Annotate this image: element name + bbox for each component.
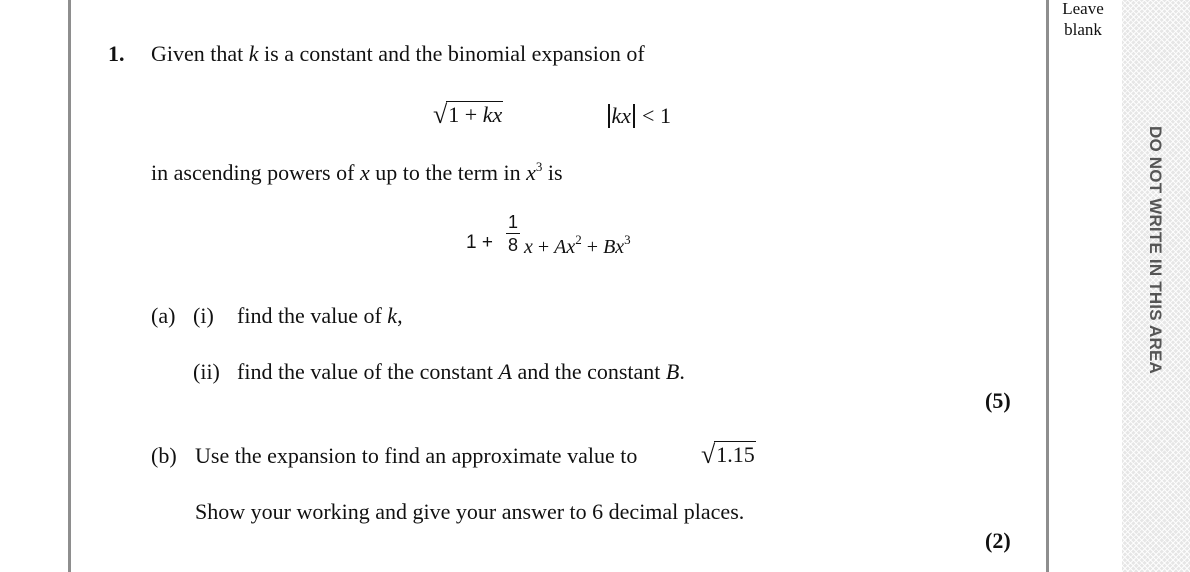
part-b-label: (b) xyxy=(151,443,177,468)
do-not-write-notice: DO NOT WRITE IN THIS AREA xyxy=(1146,125,1165,375)
leave-label: Leave xyxy=(1062,0,1104,18)
fraction-one-eighth: 1 8 xyxy=(507,212,518,255)
part-a-i-text: find the value of k, xyxy=(237,303,403,328)
expansion-lead: 1 + xyxy=(466,232,493,253)
question-intro: Given that k is a constant and the binomial expansion of xyxy=(151,41,645,66)
sqrt-argument: 1 + kx xyxy=(448,102,503,127)
part-b-instruction: Show your working and give your answer to 6 decimal places. xyxy=(195,499,745,524)
sqrt-1-15: √1.15 xyxy=(701,440,755,469)
sqrt-1-15-argument: 1.15 xyxy=(716,442,755,467)
part-a-ii-label: (ii) xyxy=(193,359,220,384)
part-a-label: (a) xyxy=(151,303,176,328)
sqrt-expression: √1 + kx xyxy=(433,100,503,129)
part-a-i-label: (i) xyxy=(193,303,214,328)
question-line-2: in ascending powers of x up to the term in $x^3$ is xyxy=(151,159,563,185)
part-a-marks: (5) xyxy=(985,388,1011,413)
part-b-text: Use the expansion to find an approximate value to xyxy=(195,443,638,468)
condition-inequality: kx < 1 xyxy=(606,104,671,128)
part-b-marks: (2) xyxy=(985,528,1011,553)
left-border-line xyxy=(68,0,71,572)
question-number: 1. xyxy=(108,41,125,66)
blank-label: blank xyxy=(1064,20,1102,39)
margin-divider-line xyxy=(1046,0,1049,572)
part-a-ii-text: find the value of the constant A and the constant B. xyxy=(237,359,685,384)
expansion-terms: $x + Ax^2 + Bx^3$ xyxy=(524,232,631,258)
